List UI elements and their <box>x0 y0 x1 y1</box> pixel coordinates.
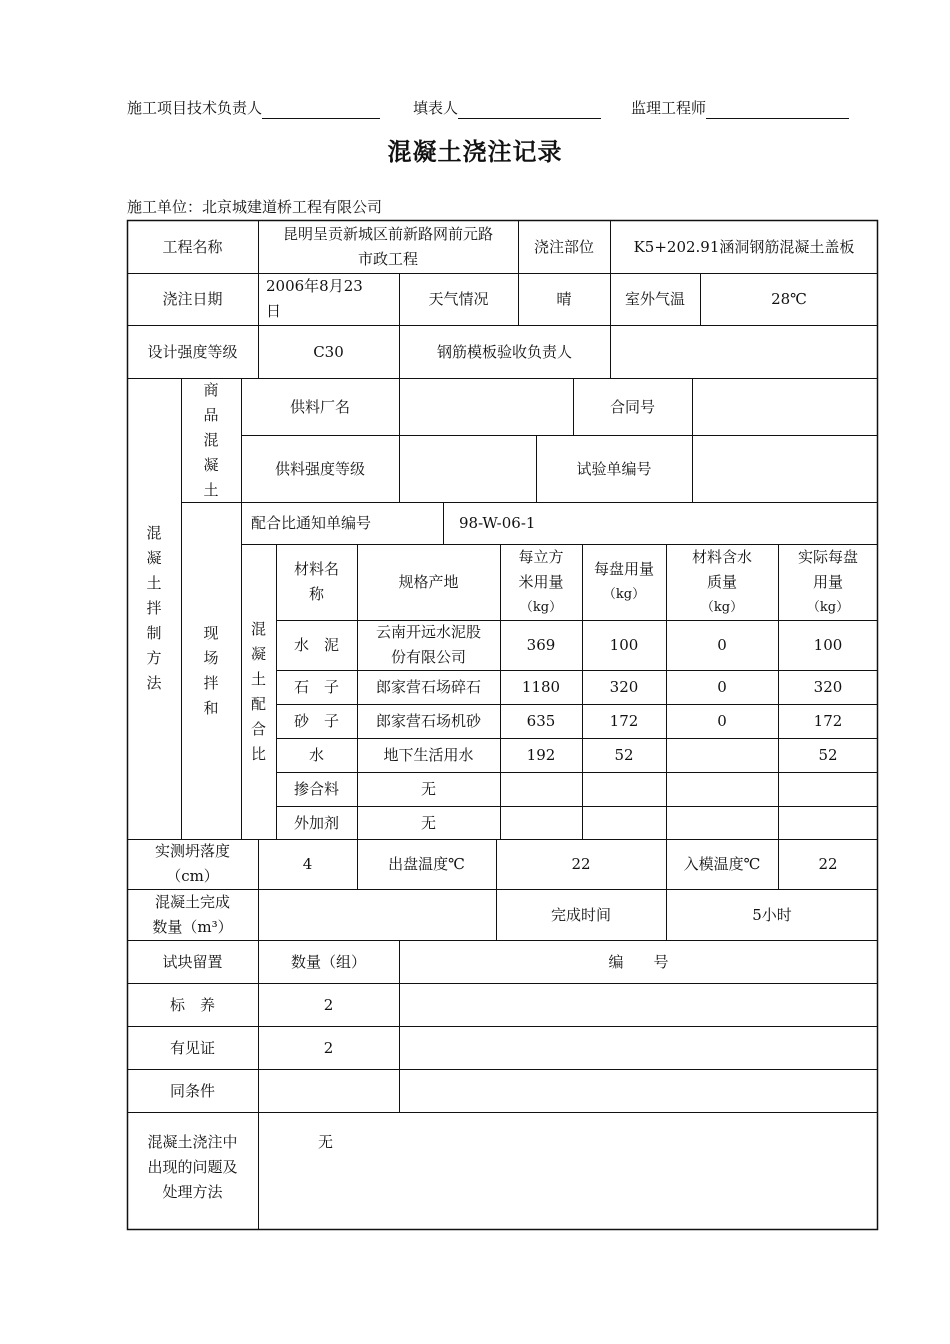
material-per-m3[interactable] <box>500 806 582 839</box>
material-per-batch[interactable] <box>582 772 666 806</box>
mixing-method-char: 土 <box>146 574 162 592</box>
header-text: 称 <box>308 585 324 603</box>
ratio-char: 凝 <box>250 644 266 663</box>
material-actual[interactable]: 52 <box>818 746 838 764</box>
material-per-m3[interactable] <box>500 772 582 806</box>
problems-value[interactable]: 无 <box>318 1133 334 1151</box>
weather-value[interactable]: 晴 <box>556 290 572 308</box>
specimen-row-name: 同条件 <box>169 1081 215 1100</box>
header-text: 每立方 <box>518 547 564 566</box>
design-grade-label: 设计强度等级 <box>147 342 238 361</box>
project-name-label: 工程名称 <box>162 237 223 256</box>
mold-temp-value[interactable]: 22 <box>818 855 838 873</box>
spec-line: 云南开远水泥股 <box>375 623 481 641</box>
commercial-concrete-label <box>181 378 241 502</box>
header-unit: （kg） <box>806 599 850 615</box>
material-moisture[interactable] <box>666 738 778 772</box>
specimen-row-count[interactable] <box>258 1069 399 1112</box>
supervisor-label: 监理工程师 <box>631 99 707 117</box>
outdoor-temp-label: 室外气温 <box>624 290 685 308</box>
contract-label: 合同号 <box>609 397 655 416</box>
pour-date-label: 浇注日期 <box>162 290 223 308</box>
completion-time-value[interactable]: 5小时 <box>752 905 792 924</box>
spec-line: 份有限公司 <box>390 648 466 666</box>
mixing-method-label <box>127 378 181 839</box>
commercial-char: 商 <box>203 380 219 399</box>
material-per-batch[interactable] <box>582 806 666 839</box>
tech-lead-label: 施工项目技术负责人 <box>127 99 263 117</box>
completion-qty-label <box>127 889 258 940</box>
outdoor-temp-value[interactable]: 28℃ <box>771 290 807 308</box>
header-text: 材料名 <box>293 560 339 578</box>
project-name-line1: 昆明呈贡新城区前新路网前元路 <box>282 224 493 243</box>
onsite-char: 现 <box>203 623 219 642</box>
ratio-char: 合 <box>250 719 266 738</box>
header-unit: （kg） <box>700 599 744 615</box>
pour-date-line2: 日 <box>266 302 282 320</box>
header-text: 每盘用量 <box>593 560 654 578</box>
mixing-method-char: 凝 <box>146 549 162 567</box>
supply-grade-value[interactable] <box>399 435 536 502</box>
onsite-char: 和 <box>203 698 219 717</box>
header-text: 材料含水 <box>691 547 752 566</box>
material-per-m3[interactable]: 192 <box>526 746 556 764</box>
ratio-char: 土 <box>250 669 266 688</box>
header-per-batch <box>582 544 666 620</box>
material-name: 水 泥 <box>293 636 339 654</box>
header-moisture <box>666 544 778 620</box>
header-text: 米用量 <box>518 572 564 591</box>
test-number-value[interactable] <box>692 435 878 502</box>
rebar-inspector-label: 钢筋模板验收负责人 <box>436 342 572 361</box>
header-text: 用量 <box>812 572 843 591</box>
material-per-batch[interactable]: 320 <box>609 678 639 696</box>
material-actual[interactable]: 320 <box>813 678 843 696</box>
header-actual <box>778 544 878 620</box>
specimen-number-header: 编 号 <box>608 952 669 971</box>
project-name-value[interactable] <box>258 220 518 273</box>
ratio-char: 混 <box>250 619 266 638</box>
onsite-mixing-label <box>181 502 241 839</box>
specimen-label: 试块留置 <box>162 952 223 971</box>
pour-part-label: 浇注部位 <box>533 237 594 256</box>
material-actual[interactable]: 172 <box>813 712 843 730</box>
header-spec: 规格产地 <box>398 573 459 591</box>
completion-label-line: 混凝土完成 <box>154 892 230 911</box>
specimen-row-count[interactable]: 2 <box>323 1038 334 1057</box>
commercial-char: 品 <box>203 405 219 424</box>
specimen-row-name: 有见证 <box>169 1038 215 1057</box>
project-name-line2: 市政工程 <box>357 249 418 268</box>
material-name: 石 子 <box>293 678 339 696</box>
material-actual[interactable] <box>778 806 878 839</box>
mix-notice-label: 配合比通知单编号 <box>251 514 372 532</box>
onsite-char: 场 <box>203 648 219 667</box>
material-name: 砂 子 <box>293 712 339 730</box>
material-spec[interactable]: 地下生活用水 <box>383 746 474 764</box>
mixing-method-char: 制 <box>146 624 162 642</box>
construction-unit: 施工单位：北京城建道桥工程有限公司 <box>127 198 383 216</box>
specimen-count-header: 数量（组） <box>290 952 366 971</box>
header-text: 质量 <box>706 572 737 591</box>
material-moisture[interactable]: 0 <box>717 636 727 654</box>
mix-ratio-label <box>241 544 276 839</box>
onsite-char: 拌 <box>203 673 219 692</box>
ratio-char: 比 <box>250 744 266 763</box>
material-per-batch[interactable]: 172 <box>609 712 639 730</box>
specimen-row-number[interactable] <box>399 983 878 1026</box>
filler-label: 填表人 <box>413 99 459 117</box>
material-per-m3[interactable]: 1180 <box>521 678 561 696</box>
problems-label-line: 出现的问题及 <box>147 1158 238 1176</box>
specimen-row-number[interactable] <box>399 1069 878 1112</box>
mixing-method-char: 方 <box>146 649 162 667</box>
problems-label-line: 混凝土浇注中 <box>147 1133 238 1151</box>
material-name: 水 <box>308 746 324 764</box>
mixing-method-char: 混 <box>146 524 162 542</box>
material-per-batch[interactable]: 100 <box>609 636 639 654</box>
mixing-method-char: 法 <box>146 674 162 692</box>
header-text: 实际每盘 <box>797 547 858 566</box>
contract-value[interactable] <box>692 378 878 435</box>
out-temp-value[interactable]: 22 <box>571 855 591 873</box>
specimen-row-count[interactable]: 2 <box>323 995 334 1014</box>
material-spec[interactable]: 郎家营石场碎石 <box>375 678 481 696</box>
slump-value[interactable]: 4 <box>302 855 313 873</box>
specimen-row-name: 标 养 <box>169 995 215 1014</box>
header-unit: （kg） <box>519 599 563 615</box>
slump-label-line: （cm） <box>166 867 219 885</box>
supplier-value[interactable] <box>399 378 573 435</box>
commercial-char: 土 <box>203 480 219 499</box>
completion-time-label: 完成时间 <box>550 905 611 924</box>
material-per-batch[interactable]: 52 <box>614 746 634 764</box>
material-spec[interactable]: 郎家营石场机砂 <box>375 712 481 730</box>
header-material <box>276 544 357 620</box>
mold-temp-label: 入模温度℃ <box>683 855 761 873</box>
commercial-char: 混 <box>203 430 219 449</box>
material-moisture[interactable]: 0 <box>717 678 727 696</box>
pour-date-line1: 2006年8月23 <box>266 277 363 295</box>
slump-label-line: 实测坍落度 <box>154 842 230 860</box>
slump-label <box>127 839 258 889</box>
material-name: 外加剂 <box>293 813 339 832</box>
supply-grade-label: 供料强度等级 <box>274 459 365 478</box>
pour-date-value[interactable] <box>258 273 399 325</box>
out-temp-label: 出盘温度℃ <box>388 855 465 873</box>
problems-label-line: 处理方法 <box>162 1183 223 1201</box>
completion-qty-value[interactable] <box>258 889 496 940</box>
weather-label: 天气情况 <box>428 290 489 308</box>
material-per-m3[interactable]: 369 <box>526 636 556 654</box>
material-actual[interactable] <box>778 772 878 806</box>
material-per-m3[interactable]: 635 <box>526 712 556 730</box>
page-title: 混凝土浇注记录 <box>387 138 563 166</box>
material-moisture[interactable] <box>666 806 778 839</box>
supplier-label: 供料厂名 <box>289 397 350 416</box>
material-spec[interactable] <box>357 620 500 670</box>
material-actual[interactable]: 100 <box>813 636 843 654</box>
completion-label-line: 数量（m³） <box>152 917 233 936</box>
header-unit: （kg） <box>602 587 646 602</box>
commercial-char: 凝 <box>203 455 219 474</box>
specimen-row-number[interactable] <box>399 1026 878 1069</box>
mix-notice-value[interactable]: 98-W-06-1 <box>459 514 536 532</box>
problems-label <box>127 1112 258 1229</box>
material-name: 掺合料 <box>293 780 339 798</box>
ratio-char: 配 <box>250 694 266 713</box>
test-number-label: 试验单编号 <box>576 459 652 478</box>
pour-part-value[interactable]: K5+202.91涵洞钢筋混凝土盖板 <box>633 237 855 256</box>
material-moisture[interactable] <box>666 772 778 806</box>
material-spec[interactable]: 无 <box>420 813 436 832</box>
material-spec[interactable]: 无 <box>420 780 436 798</box>
material-moisture[interactable]: 0 <box>717 712 727 730</box>
header-per-m3 <box>500 544 582 620</box>
design-grade-value[interactable]: C30 <box>313 342 344 361</box>
mixing-method-char: 拌 <box>146 599 162 617</box>
rebar-inspector-value[interactable] <box>610 325 878 378</box>
